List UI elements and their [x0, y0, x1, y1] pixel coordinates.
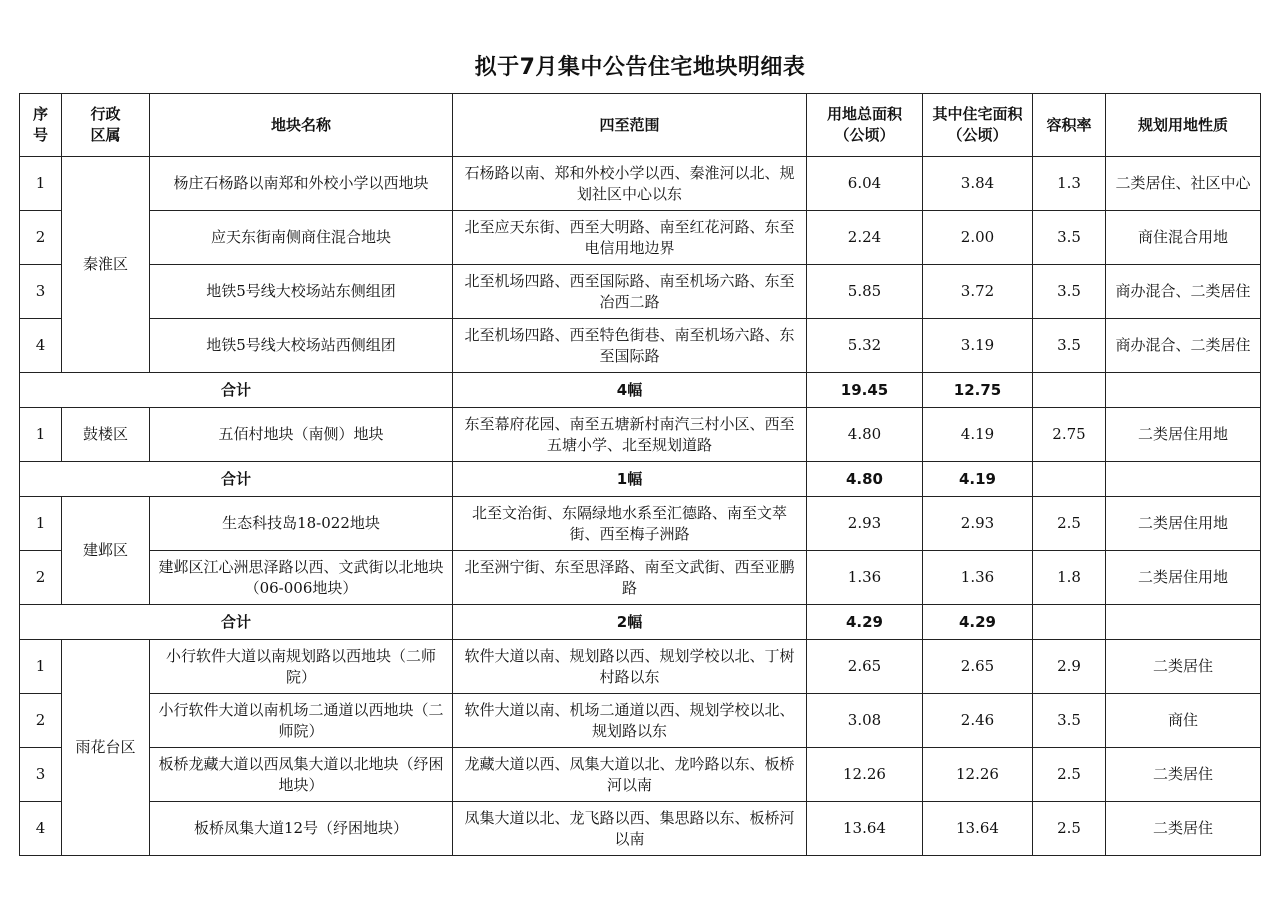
row-usage: 二类居住 [1106, 640, 1261, 694]
table-row [20, 211, 1261, 265]
row-usage: 商办混合、二类居住 [1106, 265, 1261, 319]
row-seq: 4 [20, 802, 62, 856]
row-res-area: 12.26 [923, 748, 1033, 802]
row-usage: 商住 [1106, 694, 1261, 748]
row-bounds: 凤集大道以北、龙飞路以西、集思路以东、板桥河以南 [453, 802, 807, 856]
row-seq: 1 [20, 157, 62, 211]
row-seq: 4 [20, 319, 62, 373]
row-district: 雨花台区 [62, 640, 150, 856]
row-far: 2.5 [1033, 802, 1106, 856]
row-name: 小行软件大道以南机场二通道以西地块（二师院） [150, 694, 453, 748]
row-far: 1.3 [1033, 157, 1106, 211]
document-title: 拟于7月集中公告住宅地块明细表 [474, 55, 806, 80]
table-row [20, 802, 1261, 856]
row-far: 3.5 [1033, 265, 1106, 319]
row-res-area: 3.72 [923, 265, 1033, 319]
row-name: 杨庄石杨路以南郑和外校小学以西地块 [150, 157, 453, 211]
row-usage: 二类居住、社区中心 [1106, 157, 1261, 211]
summary-total-area: 4.29 [807, 605, 923, 640]
row-bounds: 石杨路以南、郑和外校小学以西、秦淮河以北、规划社区中心以东 [453, 157, 807, 211]
header-res-area: 其中住宅面积（公顷） [923, 94, 1033, 157]
row-bounds: 北至文治街、东隔绿地水系至汇德路、南至文萃街、西至梅子洲路 [453, 497, 807, 551]
header-total-area: 用地总面积（公顷） [807, 94, 923, 157]
summary-count: 2幅 [453, 605, 807, 640]
row-res-area: 1.36 [923, 551, 1033, 605]
row-usage: 商办混合、二类居住 [1106, 319, 1261, 373]
row-bounds: 北至洲宁街、东至思泽路、南至文武街、西至亚鹏路 [453, 551, 807, 605]
summary-row [20, 462, 1261, 497]
row-name: 板桥龙藏大道以西凤集大道以北地块（纾困地块） [150, 748, 453, 802]
row-total-area: 5.32 [807, 319, 923, 373]
row-far: 1.8 [1033, 551, 1106, 605]
row-seq: 3 [20, 748, 62, 802]
row-total-area: 3.08 [807, 694, 923, 748]
header-usage: 规划用地性质 [1106, 94, 1261, 157]
summary-res-area: 4.29 [923, 605, 1033, 640]
table-row [20, 748, 1261, 802]
row-bounds: 北至机场四路、西至特色街巷、南至机场六路、东至国际路 [453, 319, 807, 373]
header-name: 地块名称 [150, 94, 453, 157]
row-bounds: 北至机场四路、西至国际路、南至机场六路、东至冶西二路 [453, 265, 807, 319]
row-usage: 二类居住用地 [1106, 408, 1261, 462]
land-parcel-table [19, 93, 1261, 856]
row-usage: 商住混合用地 [1106, 211, 1261, 265]
row-far: 3.5 [1033, 694, 1106, 748]
row-seq: 1 [20, 408, 62, 462]
row-usage: 二类居住 [1106, 748, 1261, 802]
row-district: 鼓楼区 [62, 408, 150, 462]
summary-label: 合计 [20, 373, 453, 408]
row-name: 生态科技岛18-022地块 [150, 497, 453, 551]
row-res-area: 2.46 [923, 694, 1033, 748]
header-far: 容积率 [1033, 94, 1106, 157]
row-name: 五佰村地块（南侧）地块 [150, 408, 453, 462]
row-total-area: 2.65 [807, 640, 923, 694]
row-name: 建邺区江心洲思泽路以西、文武街以北地块（06-006地块） [150, 551, 453, 605]
table-row [20, 694, 1261, 748]
row-name: 板桥凤集大道12号（纾困地块） [150, 802, 453, 856]
summary-usage [1106, 373, 1261, 408]
row-usage: 二类居住 [1106, 802, 1261, 856]
row-bounds: 软件大道以南、规划路以西、规划学校以北、丁树村路以东 [453, 640, 807, 694]
summary-count: 1幅 [453, 462, 807, 497]
row-far: 2.9 [1033, 640, 1106, 694]
summary-count: 4幅 [453, 373, 807, 408]
header-row [20, 94, 1261, 157]
summary-row [20, 605, 1261, 640]
row-res-area: 2.93 [923, 497, 1033, 551]
row-seq: 3 [20, 265, 62, 319]
row-name: 小行软件大道以南规划路以西地块（二师院） [150, 640, 453, 694]
table-row [20, 551, 1261, 605]
summary-far [1033, 462, 1106, 497]
table-row [20, 640, 1261, 694]
row-bounds: 北至应天东街、西至大明路、南至红花河路、东至电信用地边界 [453, 211, 807, 265]
summary-total-area: 4.80 [807, 462, 923, 497]
row-res-area: 13.64 [923, 802, 1033, 856]
row-seq: 2 [20, 211, 62, 265]
row-total-area: 2.93 [807, 497, 923, 551]
row-res-area: 2.00 [923, 211, 1033, 265]
row-usage: 二类居住用地 [1106, 497, 1261, 551]
row-name: 地铁5号线大校场站西侧组团 [150, 319, 453, 373]
summary-total-area: 19.45 [807, 373, 923, 408]
row-far: 2.5 [1033, 748, 1106, 802]
row-far: 2.75 [1033, 408, 1106, 462]
row-far: 2.5 [1033, 497, 1106, 551]
row-total-area: 4.80 [807, 408, 923, 462]
summary-res-area: 12.75 [923, 373, 1033, 408]
row-total-area: 1.36 [807, 551, 923, 605]
header-bounds: 四至范围 [453, 94, 807, 157]
row-res-area: 2.65 [923, 640, 1033, 694]
row-name: 地铁5号线大校场站东侧组团 [150, 265, 453, 319]
header-district: 行政 区属 [62, 94, 150, 157]
row-far: 3.5 [1033, 319, 1106, 373]
table-row [20, 319, 1261, 373]
summary-label: 合计 [20, 462, 453, 497]
row-res-area: 3.84 [923, 157, 1033, 211]
row-bounds: 龙藏大道以西、凤集大道以北、龙吟路以东、板桥河以南 [453, 748, 807, 802]
row-usage: 二类居住用地 [1106, 551, 1261, 605]
table-row [20, 157, 1261, 211]
row-total-area: 2.24 [807, 211, 923, 265]
table-row [20, 408, 1261, 462]
row-seq: 2 [20, 694, 62, 748]
summary-far [1033, 373, 1106, 408]
summary-far [1033, 605, 1106, 640]
row-seq: 1 [20, 497, 62, 551]
summary-row [20, 373, 1261, 408]
row-total-area: 12.26 [807, 748, 923, 802]
summary-usage [1106, 605, 1261, 640]
summary-label: 合计 [20, 605, 453, 640]
row-district: 建邺区 [62, 497, 150, 605]
header-seq: 序 号 [20, 94, 62, 157]
row-res-area: 3.19 [923, 319, 1033, 373]
row-bounds: 东至幕府花园、南至五塘新村南汽三村小区、西至五塘小学、北至规划道路 [453, 408, 807, 462]
row-total-area: 5.85 [807, 265, 923, 319]
summary-usage [1106, 462, 1261, 497]
table-row [20, 265, 1261, 319]
row-res-area: 4.19 [923, 408, 1033, 462]
row-bounds: 软件大道以南、机场二通道以西、规划学校以北、规划路以东 [453, 694, 807, 748]
row-seq: 2 [20, 551, 62, 605]
row-total-area: 6.04 [807, 157, 923, 211]
row-total-area: 13.64 [807, 802, 923, 856]
row-district: 秦淮区 [62, 157, 150, 373]
row-far: 3.5 [1033, 211, 1106, 265]
row-seq: 1 [20, 640, 62, 694]
row-name: 应天东街南侧商住混合地块 [150, 211, 453, 265]
table-row [20, 497, 1261, 551]
summary-res-area: 4.19 [923, 462, 1033, 497]
